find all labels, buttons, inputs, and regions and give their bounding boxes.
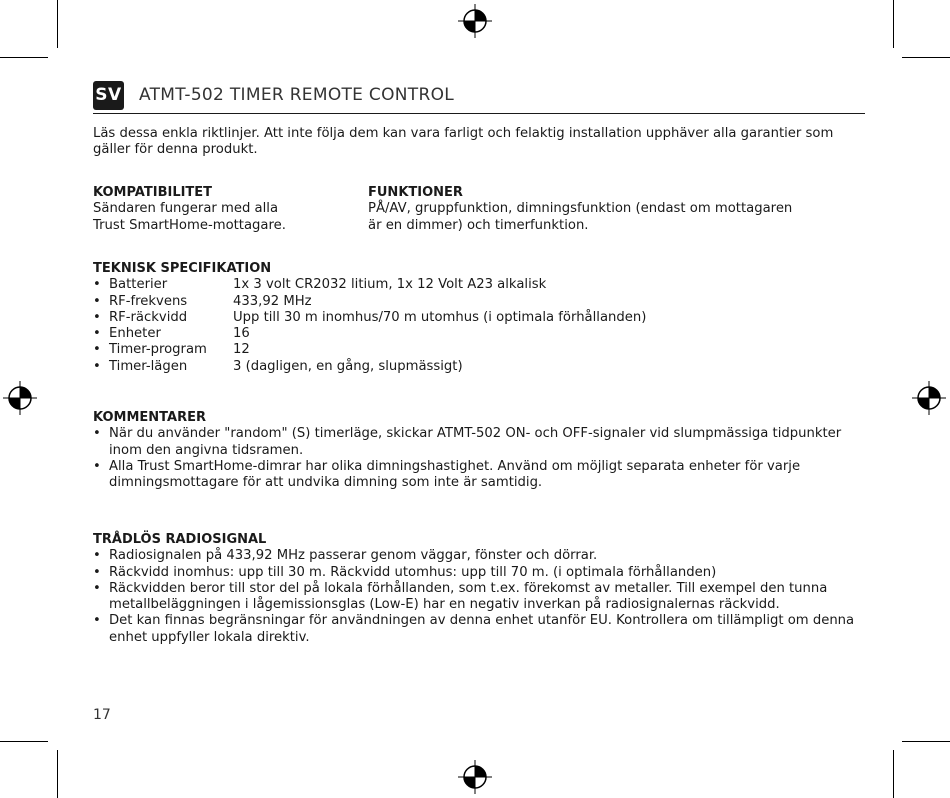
language-badge: SV [93,81,124,110]
spec-label: Timer-lägen [109,358,188,374]
crop-mark [57,0,58,48]
spec-value: 3 (dagligen, en gång, slupmässigt) [233,358,463,374]
page-number: 17 [93,707,111,723]
registration-mark-icon [458,4,492,38]
crop-mark [0,57,48,58]
functions-heading: FUNKTIONER [368,185,463,200]
list-item: • Räckvidden beror till stor del på lokala förhållanden, som t.ex. förekomst av metaller. Till exempel den tunna metallbeläggningen i lågemissionsglas (Low-E) har en negativ inverkan på radiosignalernas räckvidd. [93,581,863,614]
header-divider [93,113,865,114]
crop-mark [0,741,48,742]
technical-spec-section [93,261,646,375]
spec-heading: TEKNISK SPECIFIKATION [93,261,272,276]
radio-heading: TRÅDLÖS RADIOSIGNAL [93,532,267,547]
comments-section [93,410,863,491]
spec-value: Upp till 30 m inomhus/70 m utomhus (i optimala förhållanden) [233,309,647,325]
spec-value: 16 [233,326,250,342]
comments-list [93,426,863,491]
radio-list [93,548,863,646]
compatibility-heading: KOMPATIBILITET [93,185,213,200]
functions-line: PÅ/AV, gruppfunktion, dimningsfunktion (endast om mottagaren [368,201,793,217]
page-header [93,80,454,110]
compatibility-line: Sändaren fungerar med alla [93,201,279,217]
spec-label: Batterier [109,277,168,293]
spec-value: 1x 3 volt CR2032 litium, 1x 12 Volt A23 alkalisk [233,277,547,293]
comments-heading: KOMMENTARER [93,410,206,425]
list-item: • Det kan finnas begränsningar för användningen av denna enhet utanför EU. Kontrollera om tillämpligt om denna enhet uppfyller lokala direktiv. [93,613,863,646]
spec-value: 433,92 MHz [233,293,312,309]
spec-row [93,359,646,375]
bullet-icon: • [93,342,101,358]
spec-row [93,342,646,358]
spec-label: Timer-program [109,342,207,358]
list-item: • Räckvidd inomhus: upp till 30 m. Räckvidd utomhus: upp till 70 m. (i optimala förhållanden) [93,565,863,581]
compatibility-line: Trust SmartHome-mottagare. [93,217,286,233]
spec-row [93,277,646,293]
radio-signal-section [93,532,863,646]
intro-paragraph: Läs dessa enkla riktlinjer. Att inte följa dem kan vara farligt och felaktig installation upphäver alla garantier som gäller för denna produkt. [93,126,834,158]
crop-mark [902,57,950,58]
bullet-icon: • [93,309,101,325]
bullet-icon: • [93,277,101,293]
registration-mark-icon [912,381,946,415]
functions-line: är en dimmer) och timerfunktion. [368,217,589,233]
spec-row [93,310,646,326]
crop-mark [57,750,58,798]
crop-mark [893,750,894,798]
spec-row [93,326,646,342]
spec-label: Enheter [109,326,161,342]
bullet-icon: • [93,358,101,374]
registration-mark-icon [3,381,37,415]
crop-mark [893,0,894,48]
bullet-icon: • [93,293,101,309]
registration-mark-icon [458,760,492,794]
bullet-icon: • [93,326,101,342]
document-title: ATMT-502 TIMER REMOTE CONTROL [139,85,455,105]
functions-section [368,185,838,234]
spec-label: RF-räckvidd [109,309,188,325]
list-item: • Radiosignalen på 433,92 MHz passerar genom väggar, fönster och dörrar. [93,548,863,564]
spec-label: RF-frekvens [109,293,188,309]
compatibility-section [93,185,343,234]
list-item: • När du använder "random" (S) timerläge, skickar ATMT-502 ON- och OFF-signaler vid slumpmässiga tidpunkter inom den angivna tidsramen. [93,426,863,459]
list-item: • Alla Trust SmartHome-dimrar har olika dimningshastighet. Använd om möjligt separata enheter för varje dimningsmottagare för att undvika dimning som inte är samtidig. [93,459,863,492]
crop-mark [902,741,950,742]
spec-value: 12 [233,342,250,358]
spec-row [93,294,646,310]
